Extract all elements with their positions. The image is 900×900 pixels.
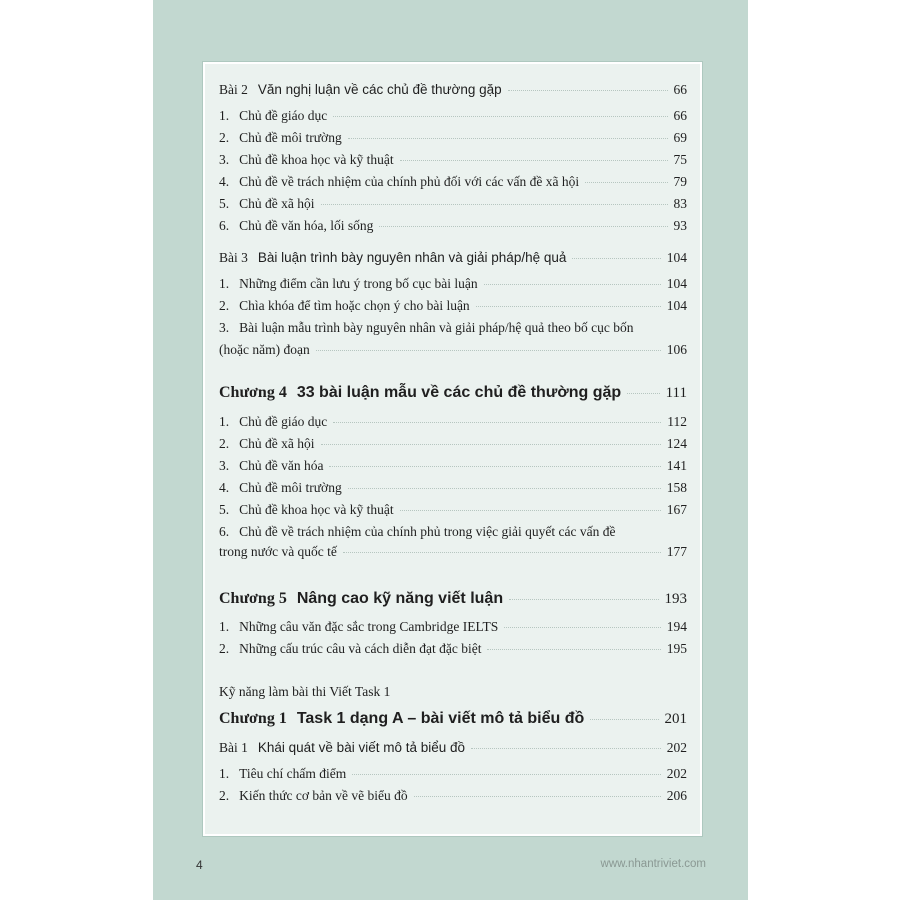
chapter-page: 193 [664, 591, 687, 607]
page-number: 4 [196, 858, 203, 872]
item-text: Chủ đề văn hóa [239, 458, 324, 473]
item-number: 6. [219, 524, 230, 539]
toc-item [219, 788, 687, 804]
toc-item [219, 524, 687, 540]
section-label: Bài 3 [219, 250, 248, 265]
item-page: 141 [666, 458, 687, 473]
item-page: 106 [666, 342, 687, 357]
item-text: Chủ đề về trách nhiệm của chính phủ đối với các vấn đề xã hội [239, 174, 580, 189]
item-number: 3. [219, 320, 230, 335]
section-label: Bài 1 [219, 740, 248, 755]
chapter-title: Nâng cao kỹ năng viết luận [296, 590, 504, 607]
item-number: 4. [219, 480, 230, 495]
toc-item [219, 320, 687, 336]
item-text: Chủ đề khoa học và kỹ thuật [239, 502, 394, 517]
item-page: 177 [666, 544, 687, 559]
item-page: 83 [673, 196, 687, 211]
item-number: 1. [219, 276, 230, 291]
item-text: Những câu văn đặc sắc trong Cambridge IELTS [239, 619, 499, 634]
section-title: Khái quát về bài viết mô tả biểu đồ [257, 740, 466, 755]
toc-item [219, 218, 687, 234]
toc-item [219, 641, 687, 657]
section-title: Văn nghị luận về các chủ đề thường gặp [257, 82, 502, 97]
toc-item [219, 108, 687, 124]
toc-item [219, 196, 687, 212]
toc-item-continuation [219, 544, 687, 560]
toc-item-continuation [219, 342, 687, 358]
item-number: 2. [219, 641, 230, 656]
item-number: 2. [219, 298, 230, 313]
chapter-label: Chương 1 [219, 710, 287, 727]
item-number: 6. [219, 218, 230, 233]
item-number: 3. [219, 458, 230, 473]
item-number: 5. [219, 502, 230, 517]
toc-item [219, 619, 687, 635]
toc-item [219, 480, 687, 496]
item-number: 3. [219, 152, 230, 167]
item-number: 2. [219, 436, 230, 451]
section-page: 66 [673, 82, 687, 97]
chapter-label: Chương 4 [219, 384, 287, 401]
toc-item [219, 458, 687, 474]
toc-chapter-4 [219, 384, 687, 402]
item-text: Chìa khóa để tìm hoặc chọn ý cho bài luận [239, 298, 470, 313]
item-text: Những cấu trúc câu và cách diễn đạt đặc biệt [239, 641, 482, 656]
item-page: 104 [666, 298, 687, 313]
toc-chapter-5 [219, 590, 687, 608]
item-page: 158 [666, 480, 687, 495]
section-label: Bài 2 [219, 82, 248, 97]
toc-item [219, 298, 687, 314]
item-text: trong nước và quốc tế [219, 544, 337, 559]
item-page: 124 [666, 436, 687, 451]
item-page: 195 [666, 641, 687, 656]
item-page: 69 [673, 130, 687, 145]
item-text: Tiêu chí chấm điểm [239, 766, 347, 781]
item-number: 1. [219, 766, 230, 781]
item-page: 194 [666, 619, 687, 634]
chapter-page: 111 [665, 385, 687, 401]
toc-task1-chapter-1 [219, 710, 687, 728]
item-number: 1. [219, 108, 230, 123]
item-text: Chủ đề giáo dục [239, 414, 328, 429]
toc-item [219, 502, 687, 518]
item-text: Chủ đề văn hóa, lối sống [239, 218, 374, 233]
item-number: 2. [219, 788, 230, 803]
item-text: Chủ đề môi trường [239, 130, 342, 145]
item-text: Chủ đề giáo dục [239, 108, 328, 123]
item-page: 167 [666, 502, 687, 517]
item-text: Bài luận mẫu trình bày nguyên nhân và giải pháp/hệ quả theo bố cục bốn [239, 320, 634, 335]
toc-item [219, 130, 687, 146]
item-text: Kiến thức cơ bản về vẽ biểu đồ [239, 788, 408, 803]
toc-item [219, 414, 687, 430]
section-page: 202 [666, 740, 687, 755]
item-text: Chủ đề môi trường [239, 480, 342, 495]
toc-item [219, 152, 687, 168]
toc-section-bai2 [219, 82, 687, 98]
item-text: Chủ đề khoa học và kỹ thuật [239, 152, 394, 167]
toc-panel [203, 62, 702, 836]
item-number: 1. [219, 414, 230, 429]
toc-item [219, 174, 687, 190]
chapter-title: 33 bài luận mẫu về các chủ đề thường gặp [296, 384, 622, 401]
item-number: 2. [219, 130, 230, 145]
item-page: 93 [673, 218, 687, 233]
toc-item [219, 436, 687, 452]
section-title: Bài luận trình bày nguyên nhân và giải pháp/hệ quả [257, 250, 567, 265]
book-page [153, 0, 748, 900]
item-number: 1. [219, 619, 230, 634]
item-text: Chủ đề về trách nhiệm của chính phủ trong việc giải quyết các vấn đề [239, 524, 616, 539]
website-url: www.nhantriviet.com [600, 858, 706, 870]
item-page: 79 [673, 174, 687, 189]
chapter-label: Chương 5 [219, 590, 287, 607]
item-page: 75 [673, 152, 687, 167]
item-page: 104 [666, 276, 687, 291]
item-page: 206 [666, 788, 687, 803]
item-page: 66 [673, 108, 687, 123]
item-number: 4. [219, 174, 230, 189]
item-text: Những điểm cần lưu ý trong bố cục bài luận [239, 276, 478, 291]
toc-item [219, 276, 687, 292]
chapter-title: Task 1 dạng A – bài viết mô tả biểu đồ [296, 710, 585, 727]
toc-task1-bai1 [219, 740, 687, 756]
item-text: (hoặc năm) đoạn [219, 342, 310, 357]
item-text: Chủ đề xã hội [239, 196, 315, 211]
chapter-page: 201 [664, 711, 687, 727]
item-number: 5. [219, 196, 230, 211]
toc-item [219, 766, 687, 782]
item-page: 202 [666, 766, 687, 781]
item-page: 112 [667, 414, 687, 429]
section-page: 104 [666, 250, 687, 265]
toc-part-title [219, 684, 687, 700]
part-title: Kỹ năng làm bài thi Viết Task 1 [219, 684, 391, 699]
item-text: Chủ đề xã hội [239, 436, 315, 451]
toc-section-bai3 [219, 250, 687, 266]
